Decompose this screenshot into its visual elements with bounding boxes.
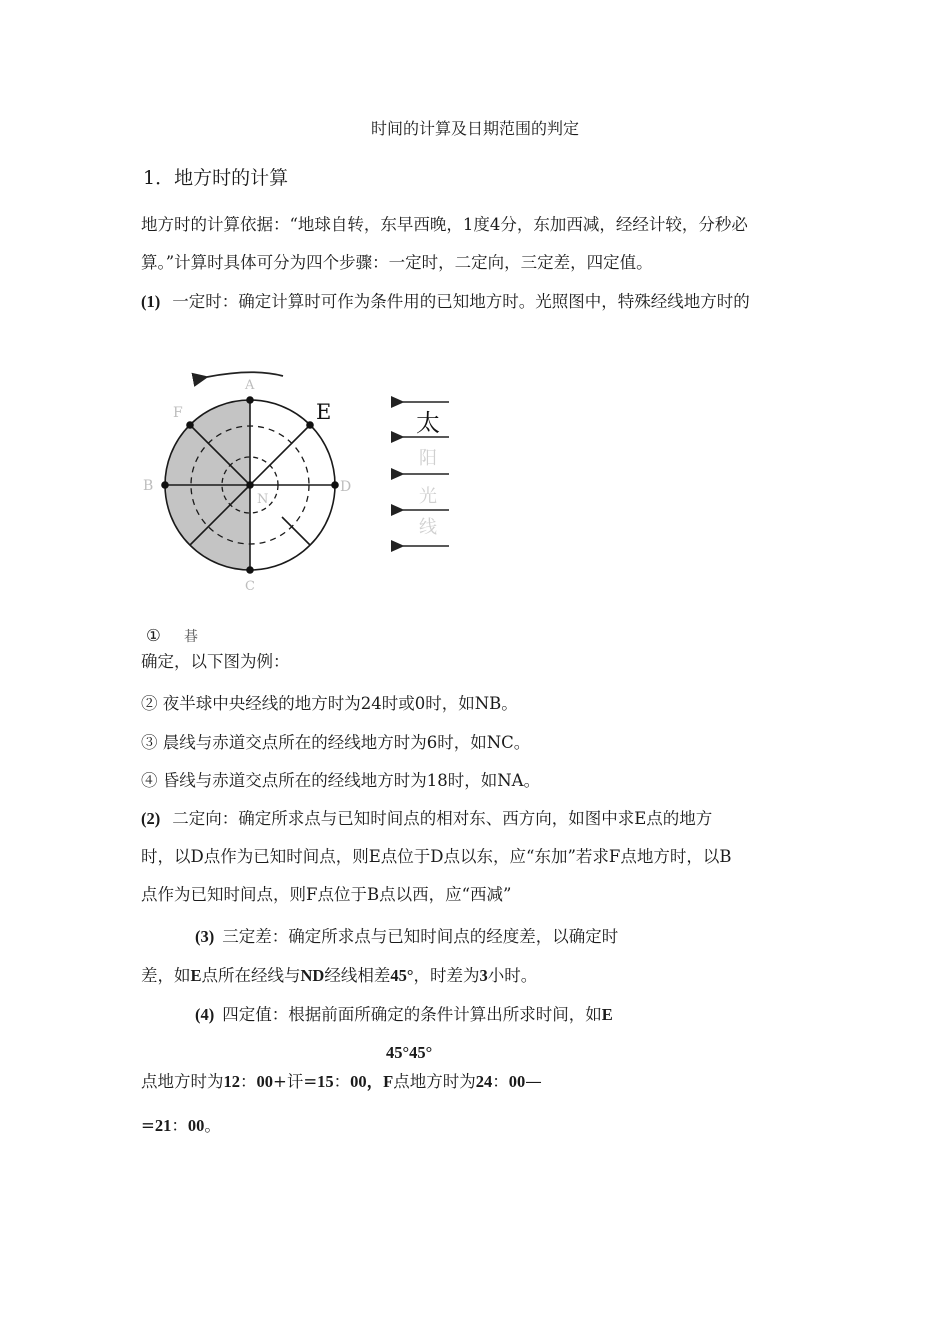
label-B: B xyxy=(143,478,154,494)
step-number: (4) xyxy=(195,1005,215,1024)
paragraph-line: 确定，以下图为例： xyxy=(141,652,290,671)
label-E: E xyxy=(316,400,332,424)
sunlight-faint-1: 阳 xyxy=(419,448,437,469)
item-fragment: 㫷 xyxy=(184,629,199,645)
item-marker: ① xyxy=(146,626,161,645)
label-D: D xyxy=(340,479,352,495)
paragraph-line: 差，如E点所在经线与ND经线相差45°，时差为3小时。 xyxy=(141,966,538,985)
paragraph-line: =21：00。 xyxy=(141,1116,221,1135)
point-E xyxy=(306,421,314,429)
sunlight-label: 太 xyxy=(416,409,440,437)
step-text: 四定值：根据前面所确定的条件计算出所求时间，如 xyxy=(222,1005,602,1024)
point-NW xyxy=(186,421,194,429)
document-title: 时间的计算及日期范围的判定 xyxy=(370,119,579,138)
item-three: ③ 晨线与赤道交点所在的经线地方时为6时，如NC。 xyxy=(141,733,531,752)
paragraph-line: 点地方时为12：00+讦=15：00，F点地方时为24：00— xyxy=(141,1072,542,1091)
item-two: ② 夜半球中央经线的地方时为24时或0时，如NB。 xyxy=(141,694,518,713)
step-text: 二定向：确定所求点与已知时间点的相对东、西方向，如图中求E点的地方 xyxy=(172,809,713,828)
step-number: (2) xyxy=(141,809,161,828)
step-number: (3) xyxy=(195,927,215,946)
illumination-diagram xyxy=(135,362,465,607)
meridian-SE-segment xyxy=(282,517,310,545)
point-N xyxy=(246,481,254,489)
paragraph-line: 地方时的计算依据：“地球自转，东早西晚，1度4分，东加西减，经经计较，分秒必 xyxy=(141,215,748,234)
paragraph-line: 算。”计算时具体可分为四个步骤：一定时，二定向，三定差，四定值。 xyxy=(141,253,653,272)
label-A: A xyxy=(245,378,255,393)
point-D xyxy=(331,481,339,489)
section-heading: 1．地方时的计算 xyxy=(143,167,289,189)
paragraph-line: 点作为已知时间点，则F点位于B点以西，应“西减” xyxy=(141,885,512,904)
item-four: ④ 昏线与赤道交点所在的经线地方时为18时，如NA。 xyxy=(141,771,541,790)
step-two xyxy=(141,805,712,829)
paragraph-line: 时，以D点作为已知时间点，则E点位于D点以东，应“东加”若求F点地方时，以B xyxy=(141,847,732,866)
point-C xyxy=(246,566,254,574)
step-one xyxy=(141,288,750,312)
step-three xyxy=(195,923,618,947)
label-F: F xyxy=(173,405,183,421)
sunlight-faint-3: 线 xyxy=(419,517,437,538)
sunlight-faint-2: 光 xyxy=(419,486,437,507)
label-N: N xyxy=(257,492,269,507)
point-B xyxy=(161,481,169,489)
item-one xyxy=(146,626,198,646)
label-C: C xyxy=(245,579,255,594)
point-A xyxy=(246,396,254,404)
step-number: (1) xyxy=(141,292,161,311)
step-four: (4) 四定值：根据前面所确定的条件计算出所求时间，如E xyxy=(195,1005,613,1024)
fraction-numerators: 45°45° xyxy=(386,1043,433,1062)
step-text: 一定时：确定计算时可作为条件用的已知地方时。光照图中，特殊经线地方时的 xyxy=(172,292,750,311)
rotation-arrow xyxy=(207,372,283,377)
step-text: 三定差：确定所求点与已知时间点的经度差，以确定时 xyxy=(222,927,619,946)
